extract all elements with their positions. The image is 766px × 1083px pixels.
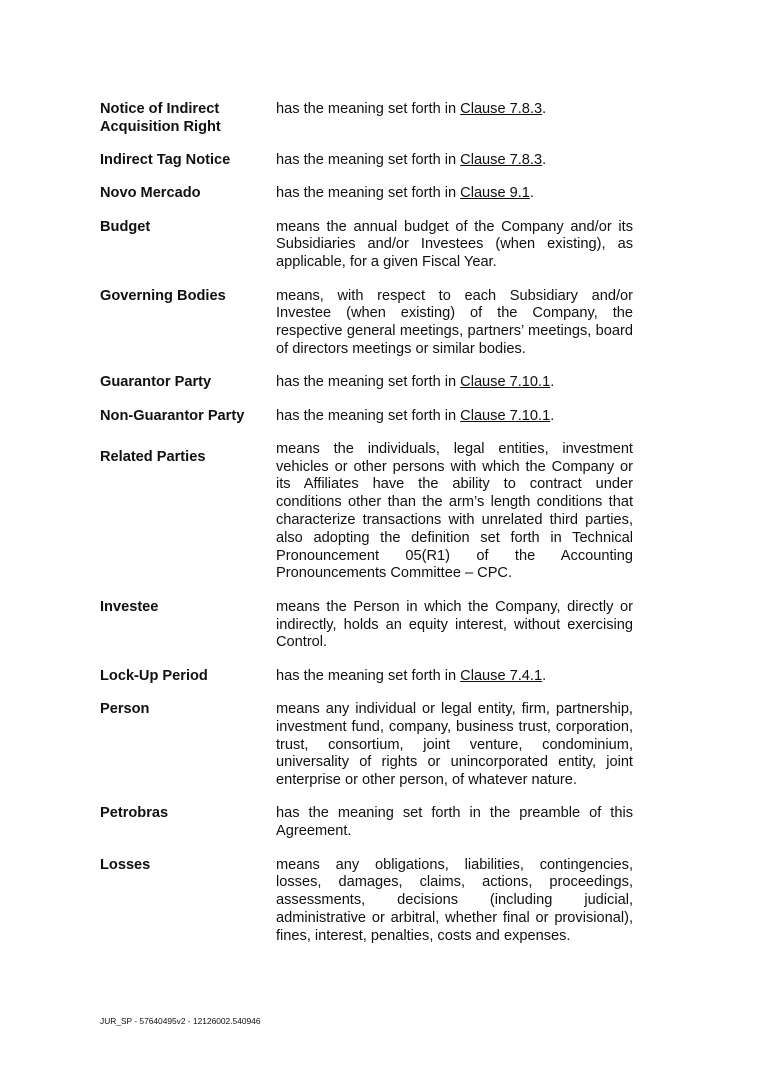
definition-text bbox=[276, 408, 633, 426]
definition-prefix: has the meaning set forth in bbox=[276, 101, 461, 117]
definition-entry bbox=[100, 101, 633, 137]
definition-term: Indirect Tag Notice bbox=[100, 152, 231, 169]
definition-entry bbox=[100, 219, 633, 272]
definitions-list bbox=[100, 101, 633, 961]
definition-term: Losses bbox=[100, 856, 151, 873]
definition-text: means, with respect to each Subsidiary and/or Investee (when existing) of the Company, the respective general meetings, partners’ meetings, board of directors meetings or similar bodies. bbox=[276, 287, 633, 357]
definition-prefix: has the meaning set forth in bbox=[276, 407, 461, 424]
definition-entry bbox=[100, 599, 633, 652]
definition-text bbox=[276, 374, 633, 392]
definition-text: means the Person in which the Company, directly or indirectly, holds an equity interest, without exercising Control. bbox=[276, 598, 633, 651]
definition-entry bbox=[100, 668, 633, 686]
definition-term: Related Parties bbox=[100, 448, 206, 465]
definition-prefix: has the meaning set forth in bbox=[276, 667, 461, 684]
definition-entry bbox=[100, 408, 633, 426]
document-footer-reference: JUR_SP - 57640495v2 - 12126002.540946 bbox=[100, 1016, 261, 1026]
definition-entry bbox=[100, 374, 633, 392]
definition-entry bbox=[100, 701, 633, 790]
definition-prefix: has the meaning set forth in bbox=[276, 374, 461, 391]
definition-text: means any individual or legal entity, firm, partnership, investment fund, company, business trust, corporation, trust, consortium, joint venture, condominium, universality of rights or unincorporated entity, joint enterprise or other person, of whatever nature. bbox=[276, 700, 633, 789]
definition-text bbox=[276, 101, 633, 137]
definition-term: Novo Mercado bbox=[100, 185, 201, 202]
definition-term: Petrobras bbox=[100, 805, 169, 822]
clause-link[interactable]: Clause 9.1 bbox=[460, 185, 530, 202]
definition-term: Governing Bodies bbox=[100, 287, 226, 304]
clause-link[interactable]: Clause 7.10.1 bbox=[460, 374, 551, 391]
definition-term: Budget bbox=[100, 218, 151, 235]
definition-term: Investee bbox=[100, 598, 159, 615]
definition-text: means the individuals, legal entities, investment vehicles or other persons with which the Company or its Affiliates have the ability to contract under conditions other than the arm’s length conditions that characterize transactions with unrelated third parties, also adopting the definition set forth in Technical Pronouncement 05(R1) of the Accounting Pronouncements Committee – CPC. bbox=[276, 440, 633, 582]
definition-term: Non-Guarantor Party bbox=[100, 407, 245, 424]
clause-link[interactable]: Clause 7.8.3 bbox=[460, 101, 543, 117]
definition-text bbox=[276, 668, 633, 686]
definition-suffix: . bbox=[542, 152, 547, 169]
definition-suffix: . bbox=[550, 407, 555, 424]
definition-term: Lock-Up Period bbox=[100, 667, 208, 684]
definition-prefix: has the meaning set forth in bbox=[276, 152, 461, 169]
clause-link[interactable]: Clause 7.4.1 bbox=[460, 667, 543, 684]
definition-entry bbox=[100, 441, 633, 583]
definition-text bbox=[276, 152, 633, 170]
definition-entry bbox=[100, 185, 633, 203]
definition-suffix: . bbox=[542, 101, 547, 117]
definition-term: Guarantor Party bbox=[100, 374, 212, 391]
definition-entry bbox=[100, 805, 633, 841]
definition-term: Notice of Indirect Acquisition Right bbox=[100, 101, 221, 135]
definition-text: means the annual budget of the Company and/or its Subsidiaries and/or Investees (when existing), as applicable, for a given Fiscal Year. bbox=[276, 218, 633, 271]
definition-entry bbox=[100, 857, 633, 946]
definition-entry bbox=[100, 152, 633, 170]
definition-suffix: . bbox=[529, 185, 534, 202]
definition-text: has the meaning set forth in the preamble of this Agreement. bbox=[276, 805, 633, 840]
definition-term: Person bbox=[100, 700, 150, 717]
definition-suffix: . bbox=[542, 667, 547, 684]
definition-text bbox=[276, 185, 633, 203]
clause-link[interactable]: Clause 7.10.1 bbox=[460, 407, 551, 424]
definition-entry bbox=[100, 288, 633, 359]
definition-suffix: . bbox=[550, 374, 555, 391]
definition-prefix: has the meaning set forth in bbox=[276, 185, 461, 202]
definition-text: means any obligations, liabilities, contingencies, losses, damages, claims, actions, proceedings, assessments, decisions (including judicial, administrative or arbitral, whether final or provisional), fines, interest, penalties, costs and expenses. bbox=[276, 856, 633, 944]
clause-link[interactable]: Clause 7.8.3 bbox=[460, 152, 543, 169]
